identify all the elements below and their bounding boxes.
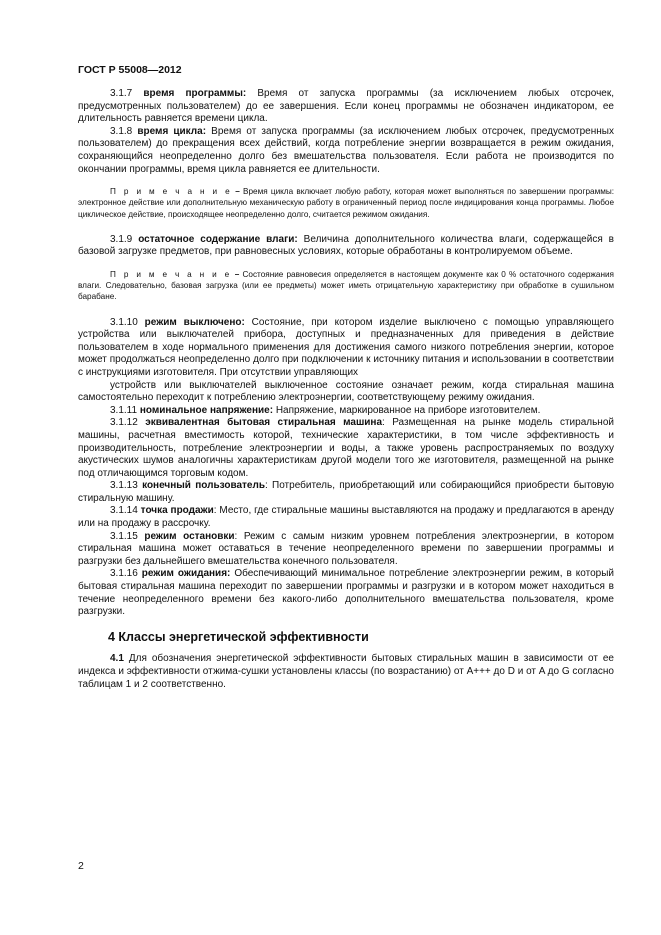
definition-3-1-10-continued: устройств или выключателей выключенное состояние означает режим, когда стиральная машина самостоятельно переходит к потреблению электроэнергии, соответствующему режиму ожидания. xyxy=(78,379,614,404)
term: режим ожидания: xyxy=(141,568,231,580)
term: режим выключено: xyxy=(144,316,245,328)
term: остаточное содержание влаги: xyxy=(138,233,298,245)
definition-3-1-15: 3.1.15 режим остановки: Режим с самым низким уровнем потребления электроэнергии, в котором стиральная машина может оставаться в течение неопределенного времени по завершении программы и разгрузки без дальнейшего вмешательства конечного пользователя. xyxy=(78,530,614,567)
note-label: П р и м е ч а н и е xyxy=(110,187,233,197)
term: режим остановки xyxy=(144,530,235,542)
page-number: 2 xyxy=(78,860,84,872)
definition-3-1-13: 3.1.13 конечный пользователь: Потребитель, приобретающий или собирающийся приобрести бытовую стиральную машину. xyxy=(78,480,614,504)
definition-3-1-8: 3.1.8 время цикла: Время от запуска программы (за исключением любых отсрочек, предусмотренных пользователем) до прекращения всех действий, когда потребление энергии возвращается в режим ожидания, сохраняющийся неопределенно долго без вмешательства пользователя. Если работа не производится по окончании программы, время цикла равняется ее длительности. xyxy=(78,125,614,175)
term: точка продажи xyxy=(140,505,214,517)
definition-3-1-7: 3.1.7 время программы: Время от запуска программы (за исключением любых отсрочек, предусмотренных пользователем) до ее завершения. Если конец программы не обозначен индикатором, ее длительность равняется времени цикла. xyxy=(78,88,615,125)
definition-3-1-12: 3.1.12 эквивалентная бытовая стиральная машина: Размещенная на рынке модель стиральной машины, расчетная вместимость которой, технические характеристики, в том числе эффективность и производительность, потребление электроэнергии и воды, а также уровень распространяемых по воздуху акустических шумов аналогичны характеристикам другой модели того же изготовителя, размещенной на рынке под отличающимся торговым кодом. xyxy=(78,417,614,479)
definition-3-1-11: 3.1.11 номинальное напряжение: Напряжение, маркированное на приборе изготовителем. xyxy=(110,404,541,416)
note-1: П р и м е ч а н и е – Время цикла включает любую работу, которая может выполняться по завершении программы: электронное действие или дополнительную механическую работу в ограниченный период после индицирования конца программы. Любое циклическое действие, происходящее неопределенно долго, считается режимом ожидания. xyxy=(78,187,614,219)
document-body xyxy=(78,88,614,691)
section-heading-4: 4 Классы энергетической эффективности xyxy=(108,629,369,644)
definition-3-1-10: 3.1.10 режим выключено: Состояние, при котором изделие выключено с помощью управляющего устройства или выключателей прибора, доступных и предназначенных для приведения в действие пользователем в ходе нормального применения для достижения самого низкого потребления энергии, которое может продолжаться неопределенно долго при подключении к источнику питания и использовании в соответствии с инструкциями изготовителя. При отсутствии управляющих xyxy=(78,316,614,378)
paragraph-4-1: 4.1 Для обозначения энергетической эффективности бытовых стиральных машин в зависимости от ее индекса и эффективности отжима-сушки установлены классы (по возрастанию) от A+++ до D и от A до G согласно таблицам 1 и 2 соответственно. xyxy=(78,653,614,690)
term: конечный пользователь xyxy=(142,480,265,492)
definition-3-1-16: 3.1.16 режим ожидания: Обеспечивающий минимальное потребление электроэнергии режим, в который бытовая стиральная машина переходит по завершении программы и разгрузки и в котором может находиться в течение неопределенного времени без какого-либо дополнительного вмешательства пользователя, кроме разгрузки. xyxy=(78,568,614,618)
document-header: ГОСТ Р 55008—2012 xyxy=(78,64,182,76)
definition-3-1-9: 3.1.9 остаточное содержание влаги: Величина дополнительного количества влаги, содержащейся в базовой загрузке предметов, при равновесных условиях, которые обработаны в контролируемом объеме. xyxy=(78,233,614,258)
term: время цикла: xyxy=(137,125,207,137)
term: эквивалентная бытовая стиральная машина xyxy=(145,417,383,429)
note-2: П р и м е ч а н и е – Состояние равновесия определяется в настоящем документе как 0 % остаточного содержания влаги. Следовательно, базовая загрузка (или ее предметы) может иметь отрицательную характеристику при обработке в сушильном барабане. xyxy=(78,269,614,302)
note-label: П р и м е ч а н и е xyxy=(110,269,232,279)
term: номинальное напряжение: xyxy=(139,404,274,416)
definition-3-1-14: 3.1.14 точка продажи: Место, где стиральные машины выставляются на продажу и предлагаются в аренду или на продажу в рассрочку. xyxy=(78,505,615,530)
term: время программы: xyxy=(143,88,247,99)
